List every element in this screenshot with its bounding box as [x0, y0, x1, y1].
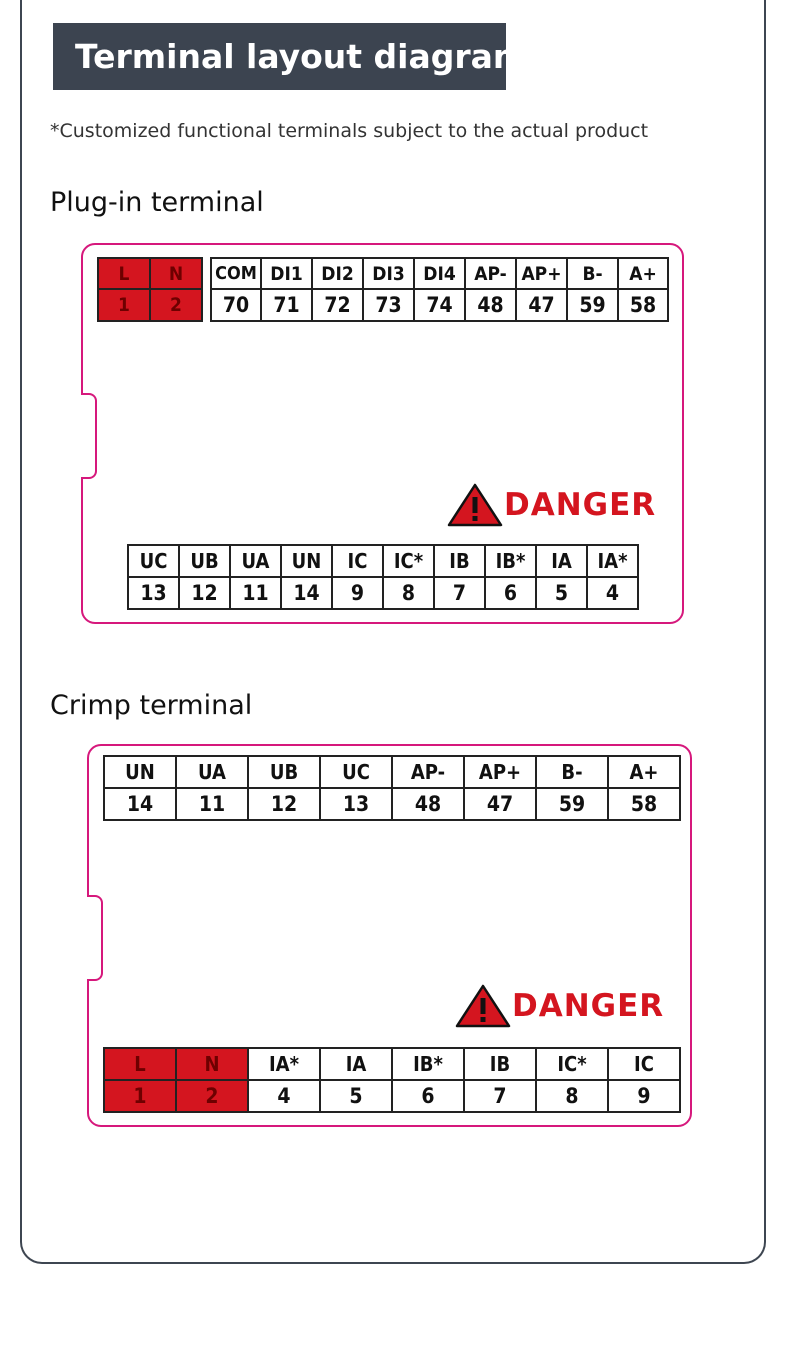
terminal-label: UB: [179, 545, 230, 577]
terminal-number: 11: [176, 788, 248, 820]
terminal-label: L: [104, 1048, 176, 1080]
terminal-label: DI3: [363, 258, 414, 289]
terminal-number: 7: [434, 577, 485, 609]
terminal-number: 1: [98, 289, 150, 321]
terminal-label: DI1: [261, 258, 312, 289]
terminal-number: 74: [414, 289, 465, 321]
crimp-bottom-terminal-table: [103, 1047, 681, 1113]
terminal-number: 14: [281, 577, 332, 609]
plugin-top-terminal-table: [210, 257, 669, 322]
terminal-label: AP+: [464, 756, 536, 788]
terminal-label: UB: [248, 756, 320, 788]
terminal-number: 47: [516, 289, 567, 321]
terminal-label: IA: [536, 545, 587, 577]
terminal-label: IA*: [587, 545, 638, 577]
danger-warning: [455, 984, 665, 1028]
plugin-bottom-terminal-table: [127, 544, 639, 610]
page-title: Terminal layout diagram: [53, 23, 506, 90]
terminal-number: 9: [332, 577, 383, 609]
terminal-label: N: [176, 1048, 248, 1080]
terminal-label: A+: [618, 258, 668, 289]
terminal-label: IB: [464, 1048, 536, 1080]
terminal-label: A+: [608, 756, 680, 788]
panel-notch: [87, 895, 103, 981]
terminal-number: 58: [618, 289, 668, 321]
terminal-label: IB: [434, 545, 485, 577]
terminal-number: 6: [485, 577, 536, 609]
terminal-number: 48: [392, 788, 464, 820]
terminal-label: AP-: [392, 756, 464, 788]
danger-warning: [447, 483, 657, 527]
terminal-label: UC: [128, 545, 179, 577]
danger-label: DANGER: [504, 487, 657, 523]
crimp-top-terminal-table: [103, 755, 681, 821]
terminal-label: B-: [567, 258, 618, 289]
terminal-number: 5: [320, 1080, 392, 1112]
warning-triangle-icon: [455, 984, 511, 1028]
terminal-label: UA: [176, 756, 248, 788]
terminal-number: 5: [536, 577, 587, 609]
terminal-label: IC*: [383, 545, 434, 577]
terminal-label: UN: [281, 545, 332, 577]
terminal-label: L: [98, 258, 150, 289]
plugin-terminal-panel: [81, 243, 684, 624]
terminal-label: UA: [230, 545, 281, 577]
terminal-label: IA*: [248, 1048, 320, 1080]
terminal-number: 4: [248, 1080, 320, 1112]
terminal-number: 12: [248, 788, 320, 820]
terminal-label: IB*: [485, 545, 536, 577]
terminal-number: 71: [261, 289, 312, 321]
terminal-number: 6: [392, 1080, 464, 1112]
terminal-number: 4: [587, 577, 638, 609]
disclaimer-note: *Customized functional terminals subject to the actual product: [50, 120, 649, 142]
plugin-power-table: [97, 257, 203, 322]
terminal-label: IC: [332, 545, 383, 577]
terminal-number: 70: [211, 289, 261, 321]
terminal-label: UC: [320, 756, 392, 788]
terminal-number: 59: [567, 289, 618, 321]
crimp-terminal-panel: [87, 744, 692, 1127]
terminal-label: COM: [211, 258, 261, 289]
terminal-number: 8: [536, 1080, 608, 1112]
terminal-number: 1: [104, 1080, 176, 1112]
terminal-number: 9: [608, 1080, 680, 1112]
panel-notch: [81, 393, 97, 479]
terminal-label: IA: [320, 1048, 392, 1080]
terminal-label: IB*: [392, 1048, 464, 1080]
terminal-label: DI4: [414, 258, 465, 289]
terminal-number: 59: [536, 788, 608, 820]
terminal-number: 13: [320, 788, 392, 820]
terminal-number: 13: [128, 577, 179, 609]
terminal-number: 11: [230, 577, 281, 609]
warning-triangle-icon: [447, 483, 503, 527]
terminal-label: DI2: [312, 258, 363, 289]
terminal-number: 12: [179, 577, 230, 609]
terminal-label: B-: [536, 756, 608, 788]
terminal-number: 73: [363, 289, 414, 321]
terminal-number: 2: [150, 289, 202, 321]
danger-label: DANGER: [512, 988, 665, 1024]
terminal-number: 48: [465, 289, 516, 321]
terminal-number: 7: [464, 1080, 536, 1112]
terminal-number: 14: [104, 788, 176, 820]
terminal-number: 58: [608, 788, 680, 820]
plugin-section-title: Plug-in terminal: [50, 187, 264, 218]
terminal-number: 47: [464, 788, 536, 820]
terminal-label: IC*: [536, 1048, 608, 1080]
terminal-label: IC: [608, 1048, 680, 1080]
terminal-label: AP-: [465, 258, 516, 289]
terminal-label: N: [150, 258, 202, 289]
terminal-number: 72: [312, 289, 363, 321]
terminal-number: 8: [383, 577, 434, 609]
terminal-label: AP+: [516, 258, 567, 289]
crimp-section-title: Crimp terminal: [50, 690, 253, 721]
terminal-label: UN: [104, 756, 176, 788]
terminal-number: 2: [176, 1080, 248, 1112]
